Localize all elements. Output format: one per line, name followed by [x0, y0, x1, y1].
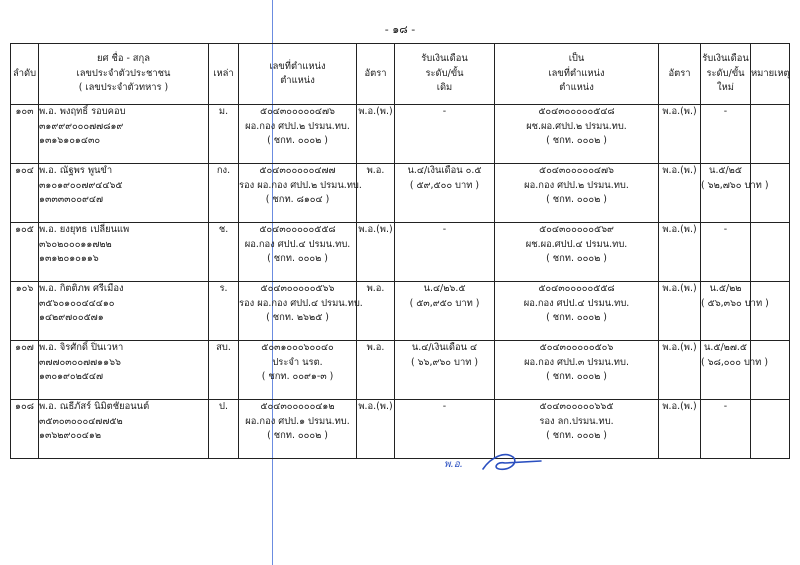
cell-branch	[209, 105, 239, 164]
cell-name-line: ๑๓๑๒๐๑๐๑๑๖	[39, 253, 99, 264]
cell-salary-new-line: ( ๖๘,๐๐๐ บาท )	[701, 356, 768, 368]
cell-new-position	[495, 341, 659, 400]
cell-rate	[357, 164, 395, 223]
cell-new-position	[495, 223, 659, 282]
cell-name-line: ๑๓๓๓๓๐๐๙๔๗	[39, 194, 104, 205]
cell-salary-new	[701, 341, 768, 400]
cell-no-line: ๑๐๕	[15, 224, 34, 235]
cell-position-line: รอง ผอ.กอง ศปป.๔ ปรมน.ทบ.	[239, 297, 363, 309]
header-name: ยศ ชื่อ - สกุล เลขประจำตัวประชาชน ( เลขประจำตัวทหาร )	[39, 44, 209, 105]
cell-new-position-line: ๕๐๔๓๐๐๐๐๐๕๖๙	[539, 224, 614, 235]
cell-remark	[751, 223, 790, 282]
cell-name	[39, 164, 209, 223]
cell-new-position-line: ๕๐๔๓๐๐๐๐๐๔๗๖	[538, 165, 615, 176]
cell-salary-old-line: -	[442, 401, 447, 412]
appointment-table	[10, 43, 790, 459]
cell-name-line: ๓๑๙๙๙๐๐๐๗๗๘๑๙	[39, 120, 124, 132]
cell-salary-new	[701, 105, 751, 164]
table-row	[11, 105, 790, 164]
cell-position-line: ประจำ นรต.	[272, 356, 323, 368]
cell-name-line: พ.อ. ยงยุทธ เปลี่ยนแพ	[39, 224, 130, 235]
cell-position	[239, 400, 357, 459]
cell-new-position-line: ( ชกท. ๐๐๐๒ )	[546, 371, 607, 382]
table-row	[11, 164, 790, 223]
cell-new-position-line: ( ชกท. ๐๐๐๒ )	[546, 194, 607, 205]
cell-rate-new	[659, 341, 701, 400]
cell-new-position-line: ผช.ผอ.ศปป.๔ ปรมน.ทบ.	[525, 238, 628, 250]
cell-salary-new	[701, 400, 751, 459]
cell-branch-line: ป.	[219, 401, 228, 412]
cell-rate-new-line: พ.อ.(พ.)	[662, 106, 697, 117]
cell-name-line: ๓๕๓๐๓๐๐๐๔๗๗๕๒	[39, 415, 123, 427]
cell-no	[11, 282, 39, 341]
cell-rate-new-line: พ.อ.(พ.)	[662, 342, 697, 353]
header-salary-old: รับเงินเดือน ระดับ/ขั้น เดิม	[395, 44, 495, 105]
cell-new-position-line: ผอ.กอง ศปป.๓ ปรมน.ทบ.	[524, 356, 629, 368]
cell-salary-new-line: -	[723, 224, 728, 235]
cell-rate	[357, 282, 395, 341]
cell-rate	[357, 400, 395, 459]
cell-position-line: ๕๐๔๓๐๐๐๐๐๔๗๖	[259, 106, 336, 117]
cell-new-position	[495, 105, 659, 164]
header-remark: หมายเหตุ	[751, 44, 790, 105]
cell-position-line: ( ชกท. ๐๐๐๒ )	[267, 430, 328, 441]
cell-position-line: ๕๐๔๓๐๐๐๐๐๕๖๖	[260, 283, 335, 294]
signature-text: พ.อ.	[444, 459, 463, 470]
cell-new-position-line: ๕๐๔๓๐๐๐๐๐๕๐๖	[539, 342, 614, 353]
cell-new-position	[495, 282, 659, 341]
cell-name	[39, 341, 209, 400]
cell-name	[39, 105, 209, 164]
cell-name-line: ๓๕๖๐๑๐๐๔๔๔๑๐	[39, 297, 115, 309]
cell-name-line: ๑๓๑๖๑๐๑๔๓๐	[39, 135, 101, 146]
cell-position-line: ( ชกท. ๐๐๐๒ )	[267, 253, 328, 264]
cell-remark	[751, 105, 790, 164]
cell-rate	[357, 341, 395, 400]
cell-rate-new-line: พ.อ.(พ.)	[662, 401, 697, 412]
cell-name	[39, 223, 209, 282]
cell-position-line: ( ชกท. ๐๐๙๑-๓ )	[261, 371, 334, 382]
cell-salary-new-line: น.๕/๒๕	[709, 165, 742, 176]
cell-salary-old-line: ( ๖๖,๙๖๐ บาท )	[410, 356, 479, 368]
cell-salary-old	[395, 282, 495, 341]
cell-salary-new-line: -	[723, 106, 728, 117]
cell-salary-new-line: ( ๕๖,๓๖๐ บาท )	[701, 297, 769, 309]
cell-new-position-line: ( ชกท. ๐๐๐๒ )	[546, 312, 607, 323]
cell-no-line: ๑๐๓	[15, 106, 34, 117]
cell-position	[239, 282, 363, 341]
cell-salary-old	[395, 105, 495, 164]
cell-rate	[357, 105, 395, 164]
cell-new-position-line: ผอ.กอง ศปป.๒ ปรมน.ทบ.	[524, 179, 629, 191]
cell-salary-old	[395, 341, 495, 400]
cell-no-line: ๑๐๖	[15, 283, 34, 294]
cell-position-line: ผอ.กอง ศปป.๔ ปรมน.ทบ.	[244, 238, 351, 250]
cell-remark	[751, 282, 790, 341]
header-branch: เหล่า	[209, 44, 239, 105]
cell-remark	[751, 341, 790, 400]
cell-branch-line: ม.	[218, 106, 229, 117]
cell-branch-line: ช.	[218, 224, 229, 235]
cell-name-line: พ.อ. กิตติภพ ศรีเมือง	[39, 283, 124, 294]
table-row	[11, 341, 790, 400]
cell-position-line: ( ชกท. ๒๖๒๕ )	[266, 312, 329, 323]
header-salary-new: รับเงินเดือน ระดับ/ขั้น ใหม่	[701, 44, 751, 105]
cell-rate-line: พ.อ.(พ.)	[358, 401, 393, 412]
cell-remark	[751, 164, 790, 223]
cell-branch-line: กง.	[216, 165, 231, 176]
cell-name	[39, 282, 209, 341]
cell-new-position-line: ( ชกท. ๐๐๐๒ )	[546, 135, 607, 146]
cell-position-line: ๕๐๔๓๐๐๐๐๐๔๑๒	[260, 401, 335, 412]
cell-salary-old-line: -	[442, 224, 447, 235]
cell-branch	[209, 164, 239, 223]
cell-branch	[209, 400, 239, 459]
cell-position-line: ๕๐๓๑๐๐๐๖๐๐๔๐	[261, 342, 334, 353]
cell-no-line: ๑๐๗	[15, 342, 34, 353]
cell-rate-line: พ.อ.	[366, 342, 385, 353]
cell-no	[11, 164, 39, 223]
cell-rate-new	[659, 105, 701, 164]
cell-name-line: พ.อ. ณัฐพร พูนขำ	[39, 165, 113, 176]
cell-rate-line: พ.อ.	[366, 283, 385, 294]
cell-salary-old-line: ( ๕๙,๕๐๐ บาท )	[409, 179, 480, 191]
cell-position-line: ผอ.กอง ศปป.๑ ปรมน.ทบ.	[245, 415, 350, 427]
cell-remark	[751, 400, 790, 459]
cell-new-position-line: ผช.ผอ.ศปป.๒ ปรมน.ทบ.	[526, 120, 627, 132]
cell-no	[11, 105, 39, 164]
cell-rate-new-line: พ.อ.(พ.)	[662, 283, 697, 294]
cell-no-line: ๑๐๘	[15, 401, 34, 412]
cell-no	[11, 223, 39, 282]
cell-no-line: ๑๐๔	[15, 165, 34, 176]
cell-salary-new-line: น.๕/๒๒	[709, 283, 742, 294]
cell-name-line: ๓๗๗๐๓๐๐๗๗๑๑๖๖	[39, 356, 121, 368]
cell-branch	[209, 282, 239, 341]
cell-branch-line: ร.	[219, 283, 228, 294]
cell-salary-old	[395, 164, 495, 223]
cell-rate-new	[659, 400, 701, 459]
cell-rate-new	[659, 164, 701, 223]
cell-name-line: ๓๖๐๒๐๐๐๑๑๗๒๒	[39, 238, 112, 250]
table-row	[11, 400, 790, 459]
cell-position	[239, 164, 362, 223]
page-number: - ๑๘ -	[384, 23, 416, 36]
cell-new-position-line: ๕๐๔๓๐๐๐๐๐๕๕๘	[538, 283, 615, 294]
cell-rate-new-line: พ.อ.(พ.)	[662, 165, 697, 176]
cell-no	[11, 341, 39, 400]
cell-position-line: ( ชกท. ๐๐๐๒ )	[267, 135, 328, 146]
header-rate: อัตรา	[357, 44, 395, 105]
cell-salary-new	[701, 223, 751, 282]
cell-name-line: ๑๓๐๑๙๐๒๕๔๗	[39, 371, 104, 382]
cell-position	[239, 341, 357, 400]
cell-rate-line: พ.อ.(พ.)	[358, 106, 393, 117]
cell-position-line: รอง ผอ.กอง ศปป.๒ ปรมน.ทบ.	[239, 179, 362, 191]
cell-name	[39, 400, 209, 459]
cell-new-position-line: ( ชกท. ๐๐๐๒ )	[546, 253, 607, 264]
cell-rate-new	[659, 223, 701, 282]
table-row	[11, 282, 790, 341]
cell-salary-old-line: -	[442, 106, 447, 117]
header-rate-new: อัตรา	[659, 44, 701, 105]
cell-position-line: ( ชกท. ๘๑๐๔ )	[265, 194, 330, 205]
cell-branch	[209, 341, 239, 400]
cell-name-line: พ.อ. ณธีภัสร์ นิมิตชัยอนนต์	[39, 401, 150, 412]
cell-position	[239, 105, 357, 164]
cell-position-line: ๕๐๔๓๐๐๐๐๐๕๕๘	[259, 224, 336, 235]
header-row	[11, 44, 790, 105]
cell-name-line: ๓๑๐๑๙๐๐๗๙๔๔๖๕	[39, 179, 123, 191]
cell-salary-new	[701, 282, 769, 341]
cell-salary-old-line: น.๔/เงินเดือน ๔	[411, 342, 478, 353]
cell-name-line: พ.อ. พงฤทธิ์ รอบคอบ	[39, 106, 126, 117]
cell-position	[239, 223, 357, 282]
cell-new-position-line: ๕๐๔๓๐๐๐๐๐๕๔๘	[538, 106, 615, 117]
cell-rate-new	[659, 282, 701, 341]
cell-rate	[357, 223, 395, 282]
cell-salary-new	[701, 164, 769, 223]
cell-position-line: ผอ.กอง ศปป.๒ ปรมน.ทบ.	[245, 120, 350, 132]
header-position: เลขที่ตำแหน่ง ตำแหน่ง	[239, 44, 357, 105]
cell-branch	[209, 223, 239, 282]
cell-salary-old-line: ( ๕๓,๙๕๐ บาท )	[409, 297, 480, 309]
cell-name-line: พ.อ. จิรศักดิ์ ปิ่นเวหา	[39, 342, 124, 353]
cell-salary-old-line: น.๔/๒๖.๕	[423, 283, 466, 294]
header-no: ลำดับ	[11, 44, 39, 105]
cell-no	[11, 400, 39, 459]
cell-rate-new-line: พ.อ.(พ.)	[662, 224, 697, 235]
table-row	[11, 223, 790, 282]
cell-new-position-line: รอง ลก.ปรมน.ทบ.	[539, 415, 614, 427]
cell-salary-new-line: ( ๖๒,๗๖๐ บาท )	[701, 179, 769, 191]
cell-position-line: ๕๐๔๓๐๐๐๐๐๔๗๗	[259, 165, 336, 176]
cell-new-position-line: ( ชกท. ๐๐๐๒ )	[546, 430, 607, 441]
cell-salary-new-line: น.๕/๒๗.๕	[704, 342, 747, 353]
cell-name-line: ๑๔๒๙๗๐๐๕๗๑	[39, 312, 104, 323]
cell-salary-old	[395, 223, 495, 282]
cell-branch-line: สบ.	[216, 342, 231, 353]
cell-name-line: ๑๓๖๒๙๐๐๔๑๒	[39, 430, 102, 441]
cell-new-position	[495, 164, 659, 223]
cell-new-position-line: ผอ.กอง ศปป.๔ ปรมน.ทบ.	[523, 297, 630, 309]
cell-salary-new-line: -	[723, 401, 728, 412]
cell-rate-line: พ.อ.	[366, 165, 385, 176]
cell-new-position-line: ๕๐๔๓๐๐๐๐๐๖๖๕	[539, 401, 614, 412]
cell-rate-line: พ.อ.(พ.)	[358, 224, 393, 235]
cell-salary-old-line: น.๔/เงินเดือน ๐.๕	[407, 165, 482, 176]
header-new-position: เป็น เลขที่ตำแหน่ง ตำแหน่ง	[495, 44, 659, 105]
